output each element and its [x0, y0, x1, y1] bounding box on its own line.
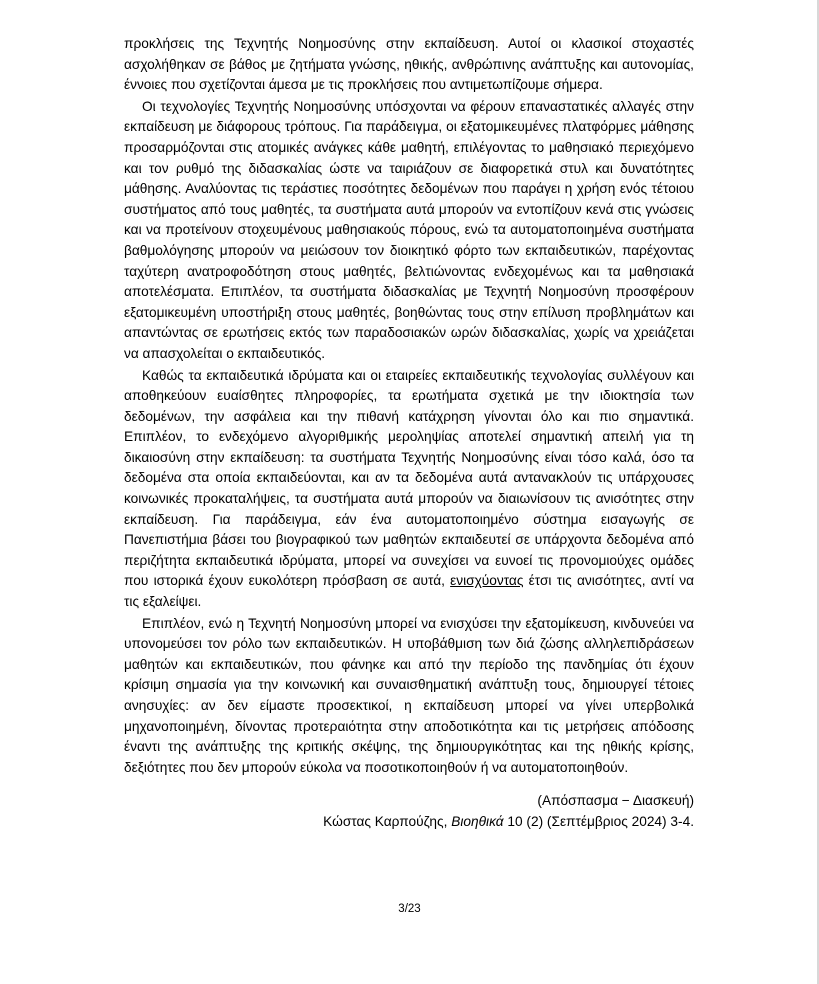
source-journal: Βιοηθικά	[451, 814, 504, 830]
source-reference	[124, 811, 694, 832]
paragraph-4	[124, 614, 694, 779]
paragraph-3-text-start: Καθώς τα εκπαιδευτικά ιδρύματα και οι εταιρείες εκπαιδευτικής τεχνολογίας συλλέγουν και αποθηκεύουν ευαίσθητες πληροφορίες, τα ερωτήματα σχετικά με την ιδιοκτησία των δεδομένων, την ασφάλεια και την πιθανή κατάχρηση γίνονται όλο και πιο σημαντικά. Επιπλέον, το ενδεχόμενο αλγοριθμικής μεροληψίας αποτελεί σημαντική απειλή για τη δικαιοσύνη στην εκπαίδευση: τα συστήματα Τεχνητής Νοημοσύνης είναι τόσο καλά, όσο τα δεδομένα στα οποία εκπαιδεύονται, και αν τα δεδομένα αυτά αντανακλούν τις υπάρχουσες κοινωνικές προκαταλήψεις, τα συστήματα αυτά μπορούν να διαιωνίσουν τις ανισότητες στην εκπαίδευση. Για παράδειγμα, εάν ένα αυτοματοποιημένο σύστημα εισαγωγής σε Πανεπιστήμια βάσει του βιογραφικού των μαθητών εκπαιδευτεί σε υπάρχοντα δεδομένα από περιζήτητα εκπαιδευτικά ιδρύματα, μπορεί να συνεχίσει να ευνοεί τις προνομιούχες ομάδες που ιστορικά έχουν ευκολότερη πρόσβαση σε αυτά,	[124, 367, 694, 589]
source-author: Κώστας Καρπούζης,	[323, 814, 452, 830]
paragraph-3	[124, 366, 694, 613]
underlined-word: ενισχύοντας	[450, 573, 524, 589]
paragraph-3-text-end: έτσι τις ανισότητες, αντί να τις εξαλείψει.	[124, 573, 694, 610]
paragraph-1	[124, 34, 694, 96]
paragraph-2-text: Οι τεχνολογίες Τεχνητής Νοημοσύνης υπόσχονται να φέρουν επαναστατικές αλλαγές στην εκπαίδευση με διάφορους τρόπους. Για παράδειγμα, οι εξατομικευμένες πλατφόρμες μάθησης προσαρμόζονται στις ατομικές ανάγκες κάθε μαθητή, επιλέγοντας το μαθησιακό περιεχόμενο και τον ρυθμό της διδασκαλίας ώστε να ταιριάζουν σε διαφορετικά στυλ και δυνατότητες μάθησης. Αναλύοντας τις τεράστιες ποσότητες δεδομένων που παράγει η χρήση ενός τέτοιου συστήματος από τους μαθητές, τα συστήματα αυτά μπορούν να εντοπίζουν κενά στις γνώσεις και να προτείνουν στοχευμένους μαθησιακούς πόρους, ενώ τα αυτοματοποιημένα συστήματα βαθμολόγησης μπορούν να μειώσουν τον διοικητικό φόρτο των εκπαιδευτικών, παρέχοντας ταχύτερη ανατροφοδότηση στους μαθητές, βελτιώνοντας ενδεχομένως και τα μαθησιακά αποτελέσματα. Επιπλέον, τα συστήματα διδασκαλίας με Τεχνητή Νοημοσύνη προσφέρουν εξατομικευμένη υποστήριξη στους μαθητές, βοηθώντας τους στην επίλυση προβλημάτων και απαντώντας σε ερωτήσεις εκτός των παραδοσιακών ωρών διδασκαλίας, χωρίς να χρειάζεται να απασχολείται ο εκπαιδευτικός.	[124, 98, 694, 361]
source-details: 10 (2) (Σεπτέμβριος 2024) 3-4.	[503, 814, 694, 830]
page-number: 3/23	[398, 903, 421, 915]
paragraph-1-text: προκλήσεις της Τεχνητής Νοημοσύνης στην εκπαίδευση. Αυτοί οι κλασικοί στοχαστές ασχολήθηκαν σε βάθος με ζητήματα γνώσης, ηθικής, ανθρώπινης ανάπτυξης και αυτονομίας, έννοιες που σχετίζονται άμεσα με τις προκλήσεις που αντιμετωπίζουμε σήμερα.	[124, 36, 694, 93]
paragraph-4-text: Επιπλέον, ενώ η Τεχνητή Νοημοσύνη μπορεί να ενισχύσει την εξατομίκευση, κινδυνεύει να υπονομεύσει τον ρόλο των εκπαιδευτικών. Η υποβάθμιση των διά ζώσης αλληλεπιδράσεων μαθητών και εκπαιδευτικών, που φάνηκε και από την περίοδο της πανδημίας ότι έχουν κρίσιμη σημασία για την κοινωνική και συναισθηματική ανάπτυξη τους, δημιουργεί τέτοιες ανησυχίες: αν δεν είμαστε προσεκτικοί, η εκπαίδευση μπορεί να γίνει υπερβολικά μηχανοποιημένη, δίνοντας προτεραιότητα στην αποδοτικότητα και τις μετρήσεις απόδοσης έναντι της ανάπτυξης της κριτικής σκέψης, της δημιουργικότητας και της ηθικής κρίσης, δεξιότητες που δεν μπορούν εύκολα να ποσοτικοποιηθούν ή να αυτοματοποιηθούν.	[124, 615, 694, 775]
paragraph-2	[124, 97, 694, 365]
article-body	[124, 34, 694, 832]
source-citation	[124, 790, 694, 832]
source-note: (Απόσπασμα − Διασκευή)	[537, 793, 694, 809]
